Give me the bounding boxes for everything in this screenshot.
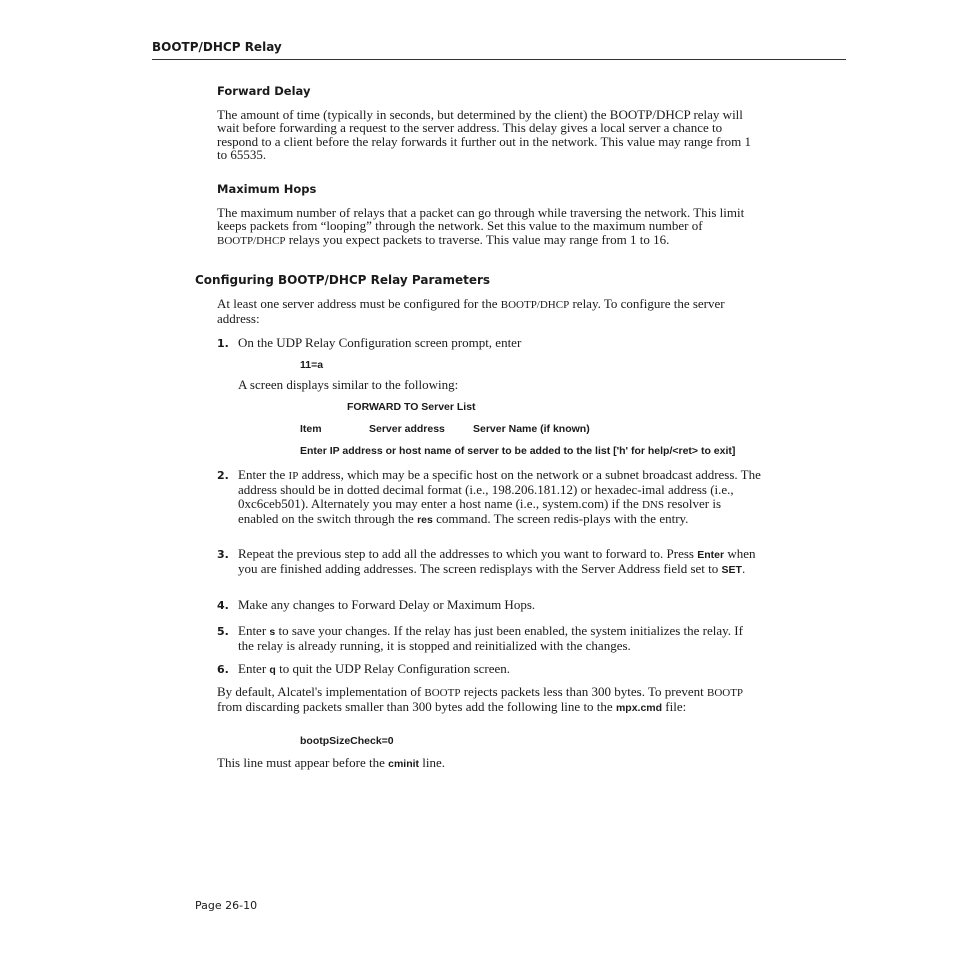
forward-delay-text: The amount of time (typically in seconds, but determined by the client) the BOOTP/DHCP relay will wait before forwarding a request to the server address. This delay gives a local server a chance to respond to a client before the relay forwards it further out in the network. This value may range from 1 to 65535.	[217, 107, 752, 162]
page-number: Page 26-10	[195, 899, 258, 912]
step-4-number: 4.	[217, 599, 229, 612]
step-1-command: 11=a	[300, 359, 324, 371]
screen-prompt: Enter IP address or host name of server to be added to the list ['h' for help/<ret> to exit]	[300, 445, 736, 457]
maximum-hops-text: The maximum number of relays that a packet can go through while traversing the network. This limit keeps packets from “looping” through the network. Set this value to the maximum number of BOOTP/DHCP relays you expect packets to traverse. This value may range from 1 to 16.	[217, 205, 745, 247]
running-head: BOOTP/DHCP Relay	[152, 40, 282, 54]
header-rule	[152, 59, 846, 60]
maximum-hops-heading: Maximum Hops	[217, 182, 317, 196]
step-3-number: 3.	[217, 548, 229, 561]
forward-delay-heading: Forward Delay	[217, 84, 311, 98]
step-2-text: Enter the IP address, which may be a specific host on the network or a subnet broadcast address. The address should be in dotted decimal format (i.e., 198.206.181.12) or hexadec-imal address (i.e., 0xc6ceb501). Alternately you may enter a host name (i.e., system.com) if the DNS resolver is enabled on the switch through the res command. The screen redis-plays with the entry.	[238, 467, 761, 526]
step-3-text: Repeat the previous step to add all the addresses to which you want to forward to. Press Enter when you are finished adding addresses. The screen redisplays with the Server Address field set to SET.	[238, 546, 756, 577]
configuring-intro: At least one server address must be configured for the BOOTP/DHCP relay. To configure the server address:	[217, 296, 725, 327]
quit-key: q	[269, 664, 276, 676]
step-1-text: On the UDP Relay Configuration screen prompt, enter	[238, 335, 522, 350]
screen-title: FORWARD TO Server List	[347, 401, 476, 413]
step-6-number: 6.	[217, 663, 229, 676]
enter-key: Enter	[697, 549, 725, 561]
step-5-number: 5.	[217, 625, 229, 638]
screen-col-item: Item	[300, 423, 322, 435]
mpx-cmd-file: mpx.cmd	[615, 702, 663, 715]
save-key: s	[269, 626, 276, 638]
bootp-command: bootpSizeCheck=0	[300, 735, 394, 747]
screen-col-name: Server Name (if known)	[473, 423, 590, 435]
step-6-text: Enter q to quit the UDP Relay Configuration screen.	[238, 661, 511, 676]
configuring-heading: Configuring BOOTP/DHCP Relay Parameters	[195, 273, 491, 287]
step-2-number: 2.	[217, 469, 229, 482]
bootp-final-text: This line must appear before the cminit line.	[217, 755, 446, 770]
step-1-number: 1.	[217, 337, 229, 350]
cminit-command: cminit	[388, 758, 420, 770]
step-1-after: A screen displays similar to the following:	[238, 377, 459, 392]
step-5-text: Enter s to save your changes. If the relay has just been enabled, the system initializes the relay. If the relay is already running, it is stopped and reinitialized with the changes.	[238, 623, 743, 654]
res-command: res	[417, 513, 433, 526]
bootp-note-text: By default, Alcatel's implementation of BOOTP rejects packets less than 300 bytes. To prevent BOOTP from discarding packets smaller than 300 bytes add the following line to the mpx.cmd file:	[217, 684, 744, 715]
step-4-text: Make any changes to Forward Delay or Maximum Hops.	[238, 597, 536, 612]
screen-col-address: Server address	[369, 423, 445, 435]
